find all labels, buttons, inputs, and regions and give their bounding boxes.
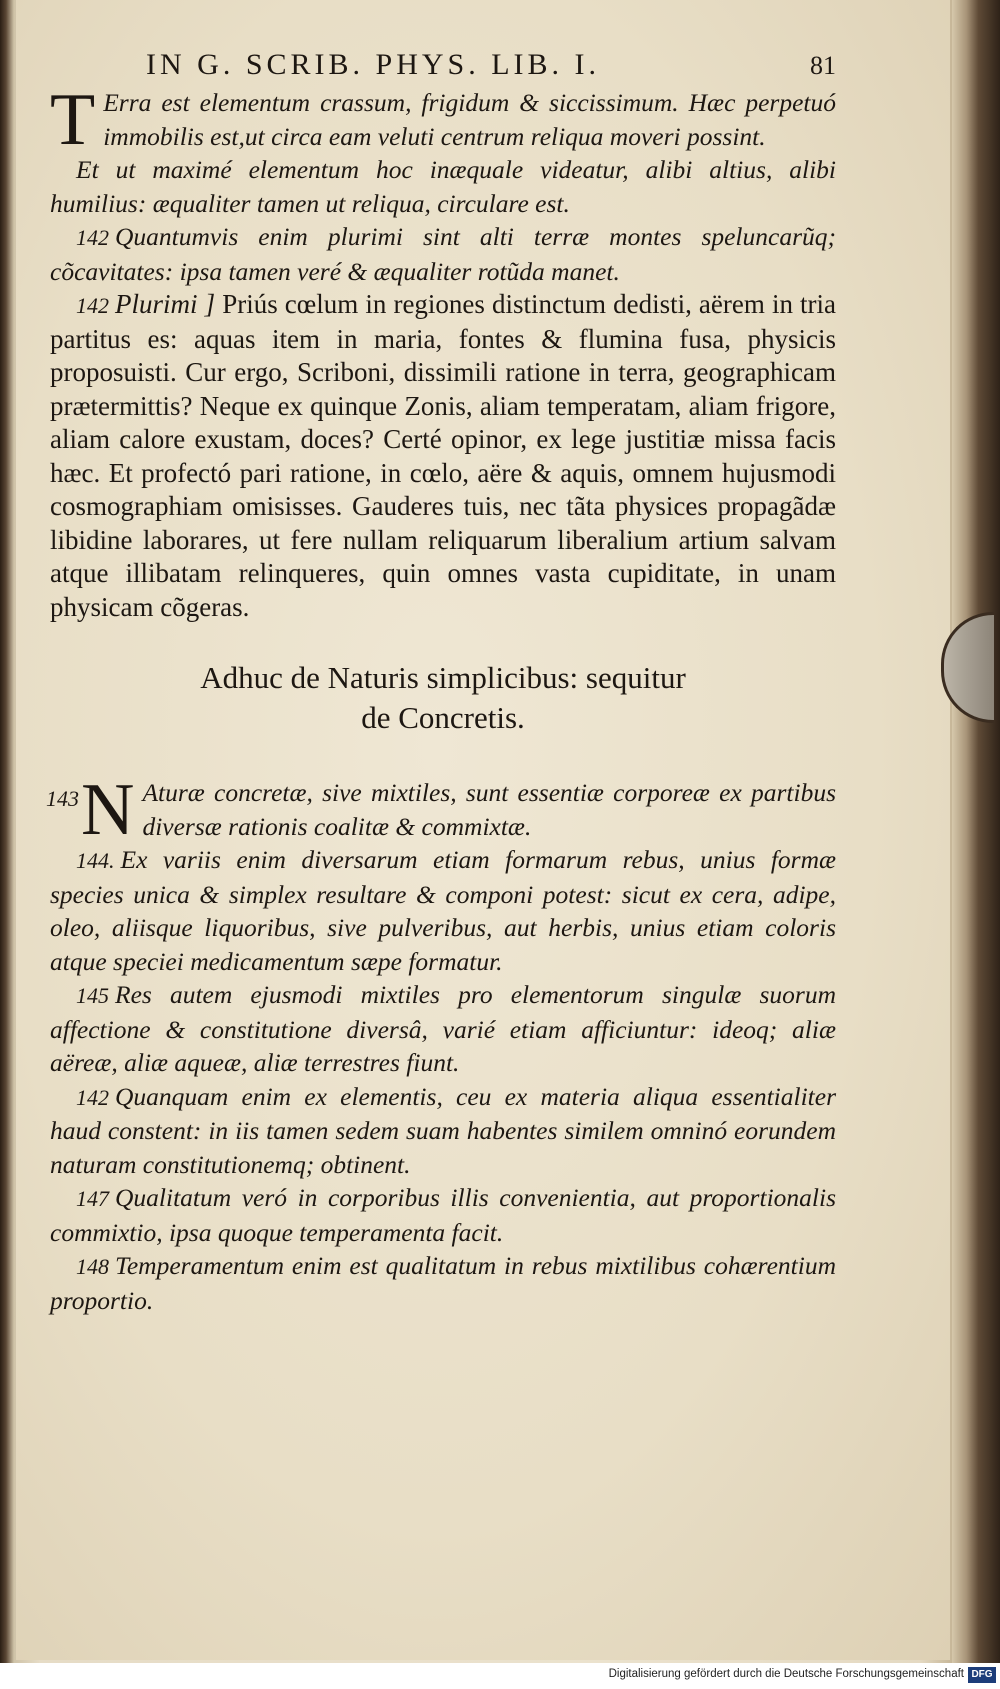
section-text: Aturæ concretæ, sive mixtiles, sunt essentiæ corporeæ ex partibus diversæ rationis coalitæ & commixtæ. xyxy=(142,778,836,841)
dfg-logo: DFG xyxy=(968,1667,996,1683)
running-head xyxy=(146,48,836,82)
section-number: 148 xyxy=(76,1254,109,1279)
paragraph-142 xyxy=(50,220,836,288)
section-number: 145 xyxy=(76,983,109,1008)
section-number: 147 xyxy=(76,1186,109,1211)
running-head-title: IN G. SCRIB. PHYS. LIB. I. xyxy=(146,48,601,81)
commentary-lemma: Plurimi ] xyxy=(115,289,216,319)
paragraph-inaequale: Et ut maximé elementum hoc inæquale videatur, alibi altius, alibi humilius: æqualiter tamen ut reliqua, circulare est. xyxy=(50,155,836,218)
section-heading xyxy=(50,658,836,738)
section-number: 143 xyxy=(46,786,79,811)
drop-cap-t: T xyxy=(50,79,96,161)
section-text: Quantumvis enim plurimi sint alti terræ montes speluncarũq; cõcavitates: ipsa tamen veré & æqualiter rotũda manet. xyxy=(50,222,836,286)
paragraph-143 xyxy=(46,769,836,851)
book-page xyxy=(16,0,950,1660)
paragraph-144 xyxy=(50,843,836,978)
section-text: Qualitatum veró in corporibus illis convenientia, aut proportionalis commixtio, ipsa quoque temperamenta facit. xyxy=(50,1183,836,1247)
commentary-paragraph xyxy=(50,288,836,624)
section-text: Quanquam enim ex elementis, ceu ex materia aliqua essentialiter haud constent: in iis tamen sedem suam habentes similem omninó eorundem naturam constitutionemq; obtinent. xyxy=(50,1081,836,1179)
page-text-block xyxy=(46,48,837,1317)
paragraph-147 xyxy=(50,1181,836,1249)
heading-line-1: Adhuc de Naturis simplicibus: sequitur xyxy=(200,660,686,695)
section-number: 144. xyxy=(76,848,115,873)
terra-immobile: Hæc perpetuó immobilis est,ut circa eam veluti centrum reliqua moveri possint. xyxy=(103,88,836,151)
footer-credit: Digitalisierung gefördert durch die Deutsche Forschungsgemeinschaft xyxy=(608,1668,964,1680)
drop-cap-n: N xyxy=(81,769,135,851)
heading-line-2: de Concretis. xyxy=(361,700,525,735)
section-text: Res autem ejusmodi mixtiles pro elementorum singulæ suorum affectione & constitutione diversâ, varié etiam afficiuntur: ideoq; aliæ aëreæ, aliæ aqueæ, aliæ terrestres fiunt. xyxy=(50,980,836,1077)
section-number: 142 xyxy=(76,1084,109,1110)
digitization-footer xyxy=(0,1663,1000,1689)
paragraph-146 xyxy=(50,1080,836,1182)
section-number: 142 xyxy=(76,225,109,250)
section-text: Temperamentum enim est qualitatum in rebus mixtilibus cohærentium proportio. xyxy=(50,1251,836,1315)
paragraph-145 xyxy=(50,978,836,1080)
folio-number: 81 xyxy=(810,51,836,80)
section-text: Ex variis enim diversarum etiam formarum rebus, unius formæ species unica & simplex resultare & componi potest: sicut ex cera, adipe, oleo, aliisque liquoribus, sive pulveribus, aut herbis, unius etiam coloris atque speciei medicamentum sæpe formatur. xyxy=(50,845,836,976)
paragraph-terra xyxy=(50,79,836,161)
book-fore-edge xyxy=(952,0,1000,1689)
commentary-number: 142 xyxy=(76,293,109,318)
commentary-text: Priús cœlum in regiones distinctum dedisti, aërem in tria partitus es: aquas item in maria, fontes & flumina fusa, physicis proposuisti. Cur ergo, Scriboni, dissimili ratione in terra, geographicam prætermittis? Neque ex quinque Zonis, aliam temperatam, aliam frigore, aliam calore exustam, doces? Certé opinor, ex lege justitiæ missa facis hæc. Et profectó pari ratione, in cœlo, aëre & aquis, omnem hujusmodi cosmographiam omisisses. Gauderes tuis, nec tãta physices propagãdæ libidine laborares, ut fere nullam reliquarum liberalium artium salvam atque illibatam relinqueres, quin omnes vasta cupiditate, in unam physicam cõgeras. xyxy=(50,289,837,622)
paragraph-148 xyxy=(50,1249,836,1317)
terra-definition: Erra est elementum crassum, frigidum & siccissimum. xyxy=(103,88,679,117)
